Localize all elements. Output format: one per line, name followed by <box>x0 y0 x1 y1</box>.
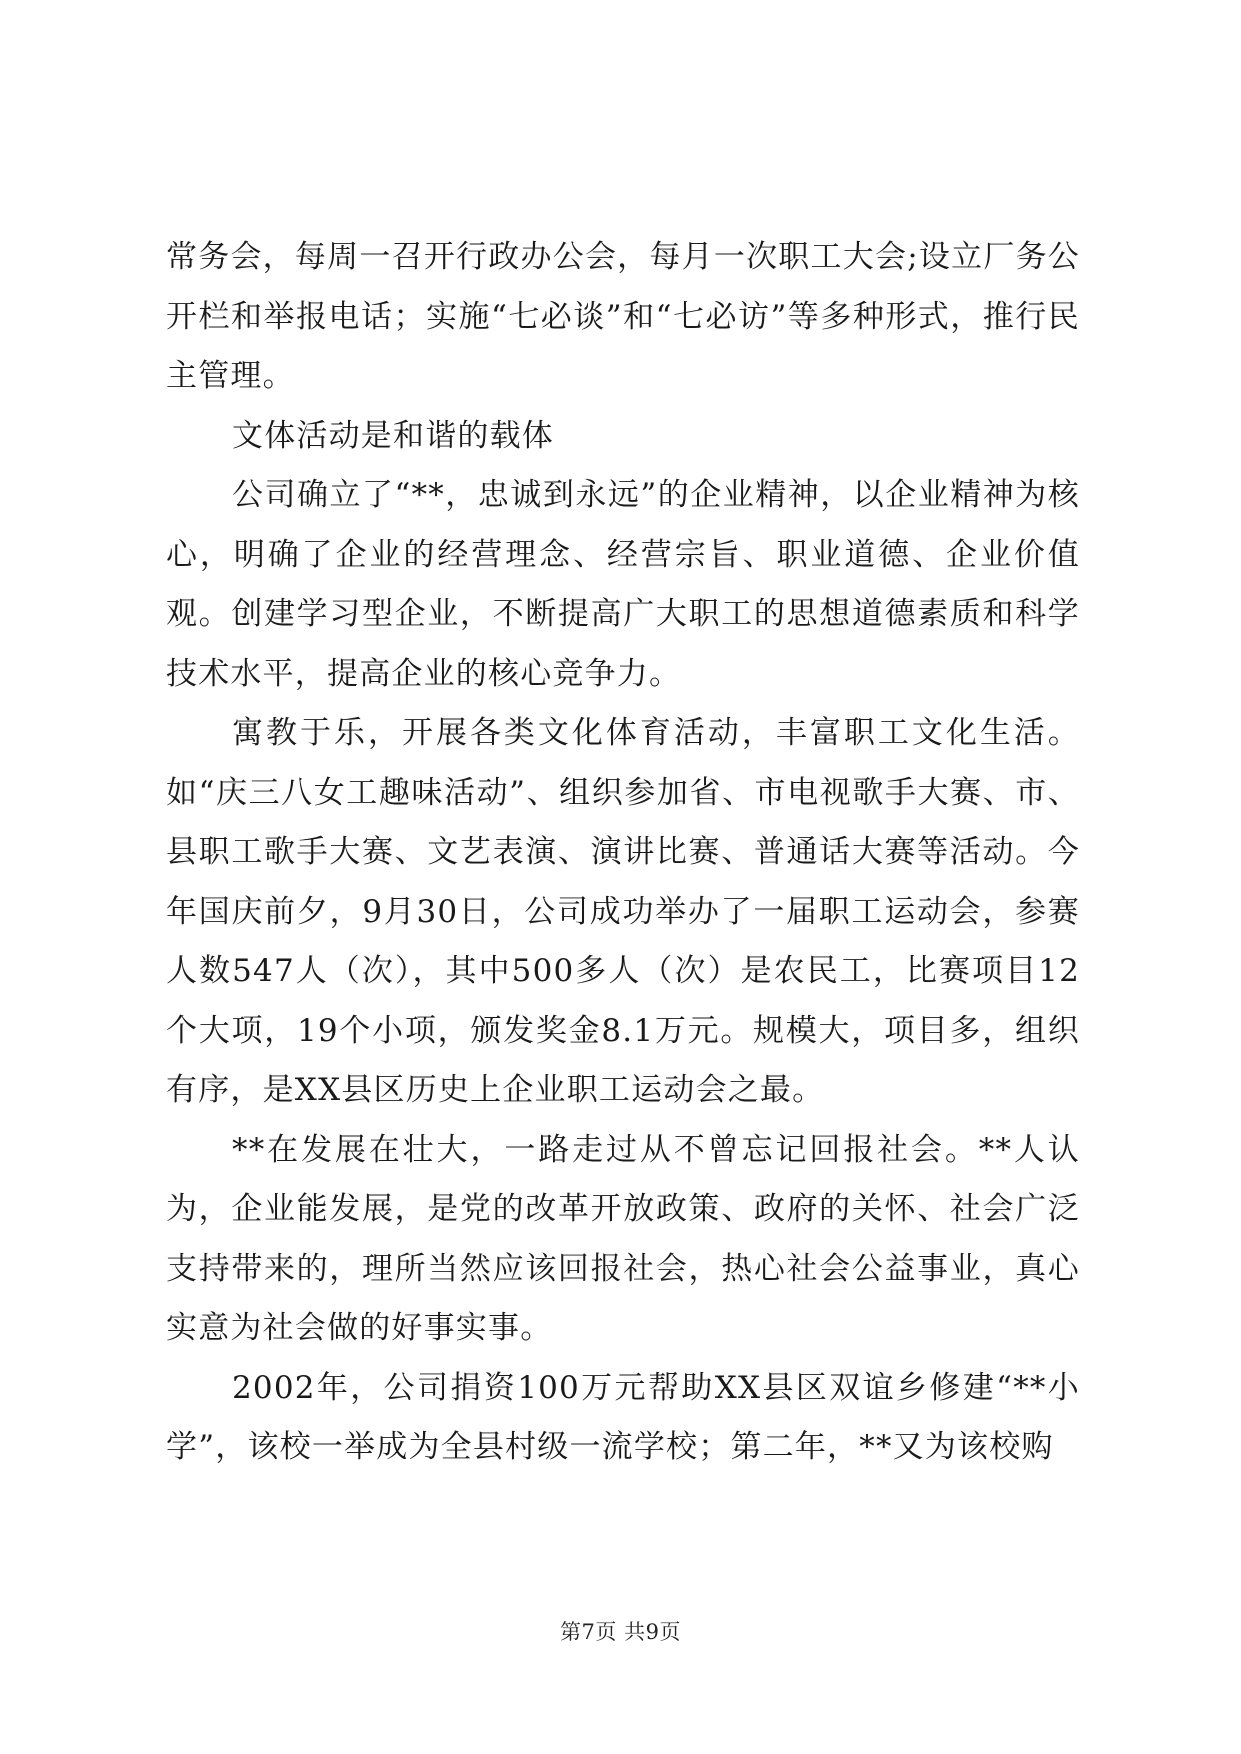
paragraph: 公司确立了“**，忠诚到永远”的企业精神，以企业精神为核心，明确了企业的经营理念、经营宗旨、职业道德、企业价值观。创建学习型企业，不断提高广大职工的思想道德素质和科学技术水平，提高企业的核心竞争力。 <box>166 477 1080 692</box>
paragraph: 寓教于乐，开展各类文化体育活动，丰富职工文化生活。如“庆三八女工趣味活动”、组织参加省、市电视歌手大赛、市、县职工歌手大赛、文艺表演、演讲比赛、普通话大赛等活动。今年国庆前夕，9月30日，公司成功举办了一届职工运动会，参赛人数547人（次），其中500多人（次）是农民工，比赛项目12个大项，19个小项，颁发奖金8.1万元。规模大，项目多，组织有序，是XX县区历史上企业职工运动会之最。 <box>166 715 1080 1108</box>
section-heading: 文体活动是和谐的载体 <box>232 417 554 454</box>
document-body <box>166 228 1080 1478</box>
paragraph: 2002年，公司捐资100万元帮助XX县区双谊乡修建“**小学”，该校一举成为全县村级一流学校；第二年，**又为该校购 <box>166 1369 1080 1465</box>
page-footer: 第7页 共9页 <box>560 1620 681 1644</box>
paragraph: **在发展在壮大，一路走过从不曾忘记回报社会。**人认为，企业能发展，是党的改革开放政策、政府的关怀、社会广泛支持带来的，理所当然应该回报社会，热心社会公益事业，真心实意为社会做的好事实事。 <box>166 1131 1080 1346</box>
paragraph-continuation: 常务会，每周一召开行政办公会，每月一次职工大会;设立厂务公开栏和举报电话；实施“七必谈”和“七必访”等多种形式，推行民主管理。 <box>166 239 1080 394</box>
